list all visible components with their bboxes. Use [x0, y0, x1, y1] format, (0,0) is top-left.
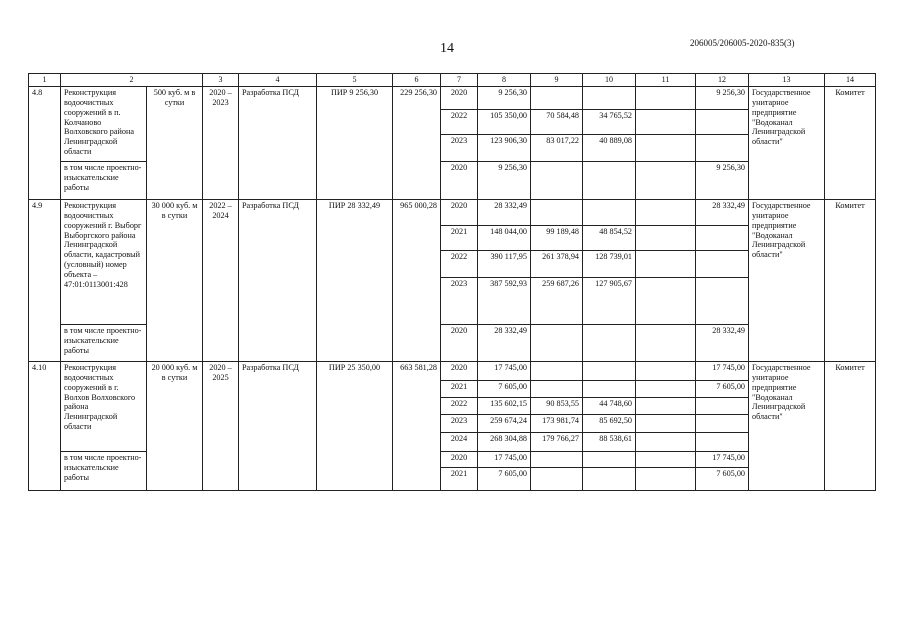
amount-federal-cell: 90 853,55 [531, 398, 583, 415]
amount-other-cell [696, 110, 749, 135]
year-cell: 2022 [441, 110, 478, 135]
amount-other-cell [696, 415, 749, 433]
amount-regional-cell: 34 765,52 [583, 110, 636, 135]
column-header: 8 [478, 74, 531, 87]
header-row [29, 74, 876, 87]
amount-local-cell [636, 468, 696, 491]
amount-local-cell [636, 325, 696, 362]
amount-federal-cell [531, 162, 583, 200]
column-header: 11 [636, 74, 696, 87]
row-number-cell: 4.8 [29, 87, 61, 200]
amount-local-cell [636, 433, 696, 452]
year-cell: 2020 [441, 452, 478, 468]
customer-cell: Государственное унитарное предприятие "Водоканал Ленинградской области" [749, 362, 825, 491]
amount-regional-cell: 40 889,08 [583, 135, 636, 162]
capacity-cell: 500 куб. м в сутки [147, 87, 203, 200]
amount-federal-cell [531, 362, 583, 381]
object-name-cell: Реконструкция водоочистных сооружений г. Выборг Выборгского района Ленинградской области, кадастровый (условный) номер объекта – 47:01:0113001:428 [61, 200, 147, 325]
amount-regional-cell [583, 87, 636, 110]
amount-other-cell [696, 278, 749, 325]
amount-federal-cell [531, 468, 583, 491]
year-cell: 2021 [441, 468, 478, 491]
amount-total-cell: 148 044,00 [478, 226, 531, 251]
amount-federal-cell: 259 687,26 [531, 278, 583, 325]
amount-local-cell [636, 200, 696, 226]
year-cell: 2020 [441, 325, 478, 362]
stage-cell: Разработка ПСД [239, 362, 317, 491]
year-cell: 2020 [441, 362, 478, 381]
subtotal-label-cell: в том числе проектно-изыскательские работы [61, 325, 147, 362]
amount-total-cell: 390 117,95 [478, 251, 531, 278]
customer-cell: Государственное унитарное предприятие "Водоканал Ленинградской области" [749, 87, 825, 200]
amount-federal-cell: 83 017,22 [531, 135, 583, 162]
estimated-cost-cell: 229 256,30 [393, 87, 441, 200]
amount-total-cell: 135 602,15 [478, 398, 531, 415]
authority-cell: Комитет [825, 200, 876, 362]
stage-cell: Разработка ПСД [239, 87, 317, 200]
object-name-cell: Реконструкция водоочистных сооружений в г. Волхов Волховского района Ленинградской области [61, 362, 147, 452]
amount-federal-cell [531, 200, 583, 226]
amount-other-cell [696, 135, 749, 162]
period-cell: 2020 – 2023 [203, 87, 239, 200]
amount-regional-cell [583, 452, 636, 468]
amount-total-cell: 9 256,30 [478, 87, 531, 110]
amount-regional-cell: 85 692,50 [583, 415, 636, 433]
amount-regional-cell: 44 748,60 [583, 398, 636, 415]
pir-cell: ПИР 25 350,00 [317, 362, 393, 491]
authority-cell: Комитет [825, 87, 876, 200]
subtotal-label-cell: в том числе проектно-изыскательские работы [61, 162, 147, 200]
amount-other-cell: 9 256,30 [696, 87, 749, 110]
amount-local-cell [636, 251, 696, 278]
year-cell: 2023 [441, 135, 478, 162]
column-header: 3 [203, 74, 239, 87]
amount-total-cell: 7 605,00 [478, 468, 531, 491]
table-row [29, 200, 876, 226]
amount-regional-cell [583, 200, 636, 226]
customer-cell: Государственное унитарное предприятие "Водоканал Ленинградской области" [749, 200, 825, 362]
amount-regional-cell: 48 854,52 [583, 226, 636, 251]
amount-total-cell: 7 605,00 [478, 381, 531, 398]
amount-local-cell [636, 278, 696, 325]
amount-other-cell [696, 226, 749, 251]
amount-other-cell [696, 251, 749, 278]
amount-regional-cell [583, 162, 636, 200]
amount-total-cell: 28 332,49 [478, 200, 531, 226]
year-cell: 2023 [441, 278, 478, 325]
year-cell: 2020 [441, 200, 478, 226]
column-header: 13 [749, 74, 825, 87]
amount-regional-cell: 127 905,67 [583, 278, 636, 325]
subtotal-label-cell: в том числе проектно-изыскательские работы [61, 452, 147, 491]
amount-local-cell [636, 381, 696, 398]
amount-federal-cell: 70 584,48 [531, 110, 583, 135]
row-number-cell: 4.9 [29, 200, 61, 362]
amount-regional-cell [583, 381, 636, 398]
amount-regional-cell: 128 739,01 [583, 251, 636, 278]
capacity-cell: 20 000 куб. м в сутки [147, 362, 203, 491]
amount-other-cell: 17 745,00 [696, 362, 749, 381]
amount-federal-cell: 261 378,94 [531, 251, 583, 278]
document-code: 206005/206005-2020-835(3) [690, 38, 795, 48]
year-cell: 2024 [441, 433, 478, 452]
column-header: 6 [393, 74, 441, 87]
amount-federal-cell [531, 381, 583, 398]
column-header: 9 [531, 74, 583, 87]
amount-federal-cell [531, 325, 583, 362]
column-header: 7 [441, 74, 478, 87]
year-cell: 2021 [441, 381, 478, 398]
amount-local-cell [636, 452, 696, 468]
amount-local-cell [636, 226, 696, 251]
amount-other-cell: 17 745,00 [696, 452, 749, 468]
amount-local-cell [636, 135, 696, 162]
column-header: 10 [583, 74, 636, 87]
capacity-cell: 30 000 куб. м в сутки [147, 200, 203, 362]
amount-regional-cell: 88 538,61 [583, 433, 636, 452]
investment-table [28, 73, 876, 491]
amount-local-cell [636, 162, 696, 200]
amount-other-cell: 28 332,49 [696, 325, 749, 362]
amount-other-cell: 28 332,49 [696, 200, 749, 226]
object-name-cell: Реконструкция водоочистных сооружений в п. Колчаново Волховского района Ленинградской области [61, 87, 147, 162]
amount-regional-cell [583, 468, 636, 491]
page-number: 14 [440, 41, 454, 56]
amount-other-cell: 9 256,30 [696, 162, 749, 200]
pir-cell: ПИР 9 256,30 [317, 87, 393, 200]
amount-regional-cell [583, 362, 636, 381]
table-row [29, 362, 876, 381]
column-header: 4 [239, 74, 317, 87]
amount-other-cell [696, 398, 749, 415]
amount-local-cell [636, 362, 696, 381]
year-cell: 2020 [441, 87, 478, 110]
amount-other-cell: 7 605,00 [696, 468, 749, 491]
column-header: 14 [825, 74, 876, 87]
amount-total-cell: 17 745,00 [478, 452, 531, 468]
amount-total-cell: 268 304,88 [478, 433, 531, 452]
estimated-cost-cell: 663 581,28 [393, 362, 441, 491]
row-number-cell: 4.10 [29, 362, 61, 491]
column-header: 2 [61, 74, 203, 87]
table-body [29, 74, 876, 491]
column-header: 12 [696, 74, 749, 87]
amount-other-cell [696, 433, 749, 452]
amount-total-cell: 105 350,00 [478, 110, 531, 135]
column-header: 1 [29, 74, 61, 87]
amount-federal-cell: 99 189,48 [531, 226, 583, 251]
year-cell: 2022 [441, 398, 478, 415]
table-row [29, 87, 876, 110]
year-cell: 2022 [441, 251, 478, 278]
amount-total-cell: 9 256,30 [478, 162, 531, 200]
amount-federal-cell [531, 452, 583, 468]
amount-total-cell: 123 906,30 [478, 135, 531, 162]
amount-total-cell: 28 332,49 [478, 325, 531, 362]
amount-local-cell [636, 87, 696, 110]
amount-other-cell: 7 605,00 [696, 381, 749, 398]
pir-cell: ПИР 28 332,49 [317, 200, 393, 362]
year-cell: 2023 [441, 415, 478, 433]
period-cell: 2020 – 2025 [203, 362, 239, 491]
stage-cell: Разработка ПСД [239, 200, 317, 362]
amount-federal-cell: 173 981,74 [531, 415, 583, 433]
amount-total-cell: 17 745,00 [478, 362, 531, 381]
amount-local-cell [636, 398, 696, 415]
amount-federal-cell [531, 87, 583, 110]
year-cell: 2020 [441, 162, 478, 200]
column-header: 5 [317, 74, 393, 87]
authority-cell: Комитет [825, 362, 876, 491]
amount-regional-cell [583, 325, 636, 362]
year-cell: 2021 [441, 226, 478, 251]
amount-local-cell [636, 110, 696, 135]
amount-total-cell: 387 592,93 [478, 278, 531, 325]
amount-total-cell: 259 674,24 [478, 415, 531, 433]
estimated-cost-cell: 965 000,28 [393, 200, 441, 362]
period-cell: 2022 – 2024 [203, 200, 239, 362]
amount-federal-cell: 179 766,27 [531, 433, 583, 452]
amount-local-cell [636, 415, 696, 433]
